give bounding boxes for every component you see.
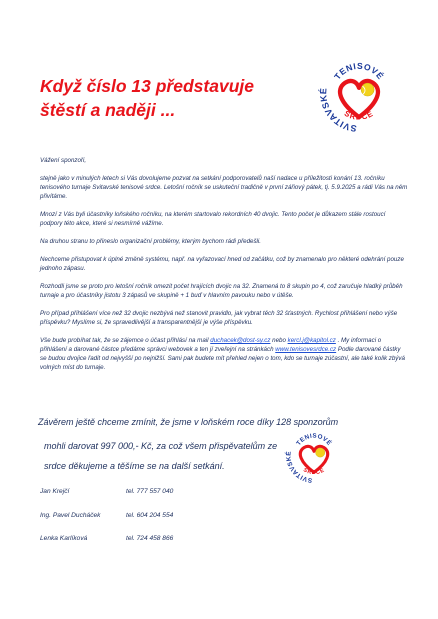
- contact-name: Ing. Pavel Ducháček: [40, 511, 101, 519]
- contact-name: Jan Krejčí: [40, 488, 70, 495]
- tennis-ball-icon: [316, 448, 325, 457]
- registration-text-b: nebo: [270, 336, 288, 344]
- contact-row: [40, 488, 280, 512]
- logo-text-left: SVITAVSKÉ: [318, 87, 358, 134]
- tenisove-srdce-logo-small: [283, 424, 345, 486]
- letter-body: [40, 156, 408, 373]
- closing-line-2: mohli darovat 997 000,- Kč, za což všem přispěvatelům ze: [44, 441, 278, 451]
- registration-text-a: Vše bude probíhat tak, že se zájemce o účast přihlásí na mail: [40, 336, 211, 344]
- tenisove-srdce-logo: [316, 50, 402, 136]
- paragraph-invitation: stejně jako v minulých letech si Vás dovolujeme pozvat na setkání podporovatelů naší nadace u příležitosti konání 13. ročníku tenisového turnaje Svitavské tenisové srdce. Letošní ročník se uskuteční tradičně v první zářiový pátek, tj. 5.9.2025 a rádi Vás na něm přivítáme.: [40, 174, 408, 201]
- logo-small-text-bottom: SRDCE: [302, 467, 326, 477]
- logo-text-top: TENISOVÉ: [332, 60, 386, 82]
- closing-line-1: Závěrem ještě chceme zmínit, že jsme v loňském roce díky 128 sponzorům: [38, 417, 339, 427]
- logo-small-text-top: TENISOVÉ: [295, 432, 333, 448]
- contact-phone: tel. 724 458 866: [126, 535, 174, 542]
- website-link[interactable]: www.tenisovesrdce.cz: [275, 346, 337, 353]
- email-link-kercl[interactable]: kercl.j@kapitol.cz: [287, 336, 336, 344]
- paragraph-system: Nechceme přistupovat k úplné změně systému, např. na vyřazovací hned od začátku, což by znamenalo pro některé odehrání pouze jednoho zápasu.: [40, 255, 404, 272]
- contact-row: [40, 512, 280, 536]
- paragraph-last-year: Mnozí z Vás byli účastníky loňského ročníku, na kterém startovalo rekordních 40 dvojic. Tento počet je důkazem stále rostoucí podpory této akce, které si nesmírně vážíme.: [40, 211, 386, 228]
- paragraph-limit: Rozhodli jsme se proto pro letošní ročník omezit počet hrajících dvojic na 32. Znamená to 8 skupin po 4, což zaručuje hladký průběh turnaje a pro účastníky jistotu 3 zápasů ve skupině + 1 buď v hlavním pavouku nebo v útěše.: [40, 282, 403, 299]
- paragraph-problems: Na druhou stranu to přineslo organizační problémy, kterým bychom rádi předešli.: [40, 238, 262, 245]
- email-link-duchacek[interactable]: duchacek@dost-sy.cz: [210, 336, 271, 344]
- contact-list: [40, 488, 280, 559]
- contact-row: [40, 535, 280, 559]
- closing-line-3: srdce děkujeme a těšíme se na další setkání.: [44, 461, 225, 471]
- paragraph-rule: Pro případ přihlášení více než 32 dvojic nezbývá než stanovit pravidlo, jak vybrat těch 32 šťastných. Rychlost přihlášení nebo výše příspěvku? Myslíme si, že spravedlivější a transparentnější je výše příspěvku.: [40, 309, 398, 326]
- salutation: Vážení sponzoři,: [40, 157, 87, 164]
- registration-text-d: Podle darované částky se budou dvojice řadit od nejvyšší po nejnižší. Sami pak budete mít přehled nejen o tom, kdo se turnaje zúčastní, ale také kolik zbývá volných míst do turnaje.: [40, 346, 405, 372]
- registration-text-c: . My informaci o přihlášení a darované částce předáme správci webovek a ten jí zveřejní na stránkách: [40, 336, 382, 353]
- contact-name: Lenka Karlíková: [40, 535, 88, 542]
- contact-phone: tel. 777 557 040: [126, 488, 174, 495]
- headline-line-2: štěstí a naději ...: [40, 100, 176, 120]
- headline-line-1: Když číslo 13 představuje: [40, 76, 254, 96]
- logo-small-text-left: SVITAVSKÉ: [285, 450, 313, 484]
- contact-phone: tel. 604 204 554: [126, 511, 174, 519]
- logo-text-bottom: SRDCE: [342, 108, 376, 122]
- headline: [40, 74, 300, 122]
- paragraph-registration: [40, 336, 408, 373]
- svg-text:TENISOVÉ: [295, 433, 333, 447]
